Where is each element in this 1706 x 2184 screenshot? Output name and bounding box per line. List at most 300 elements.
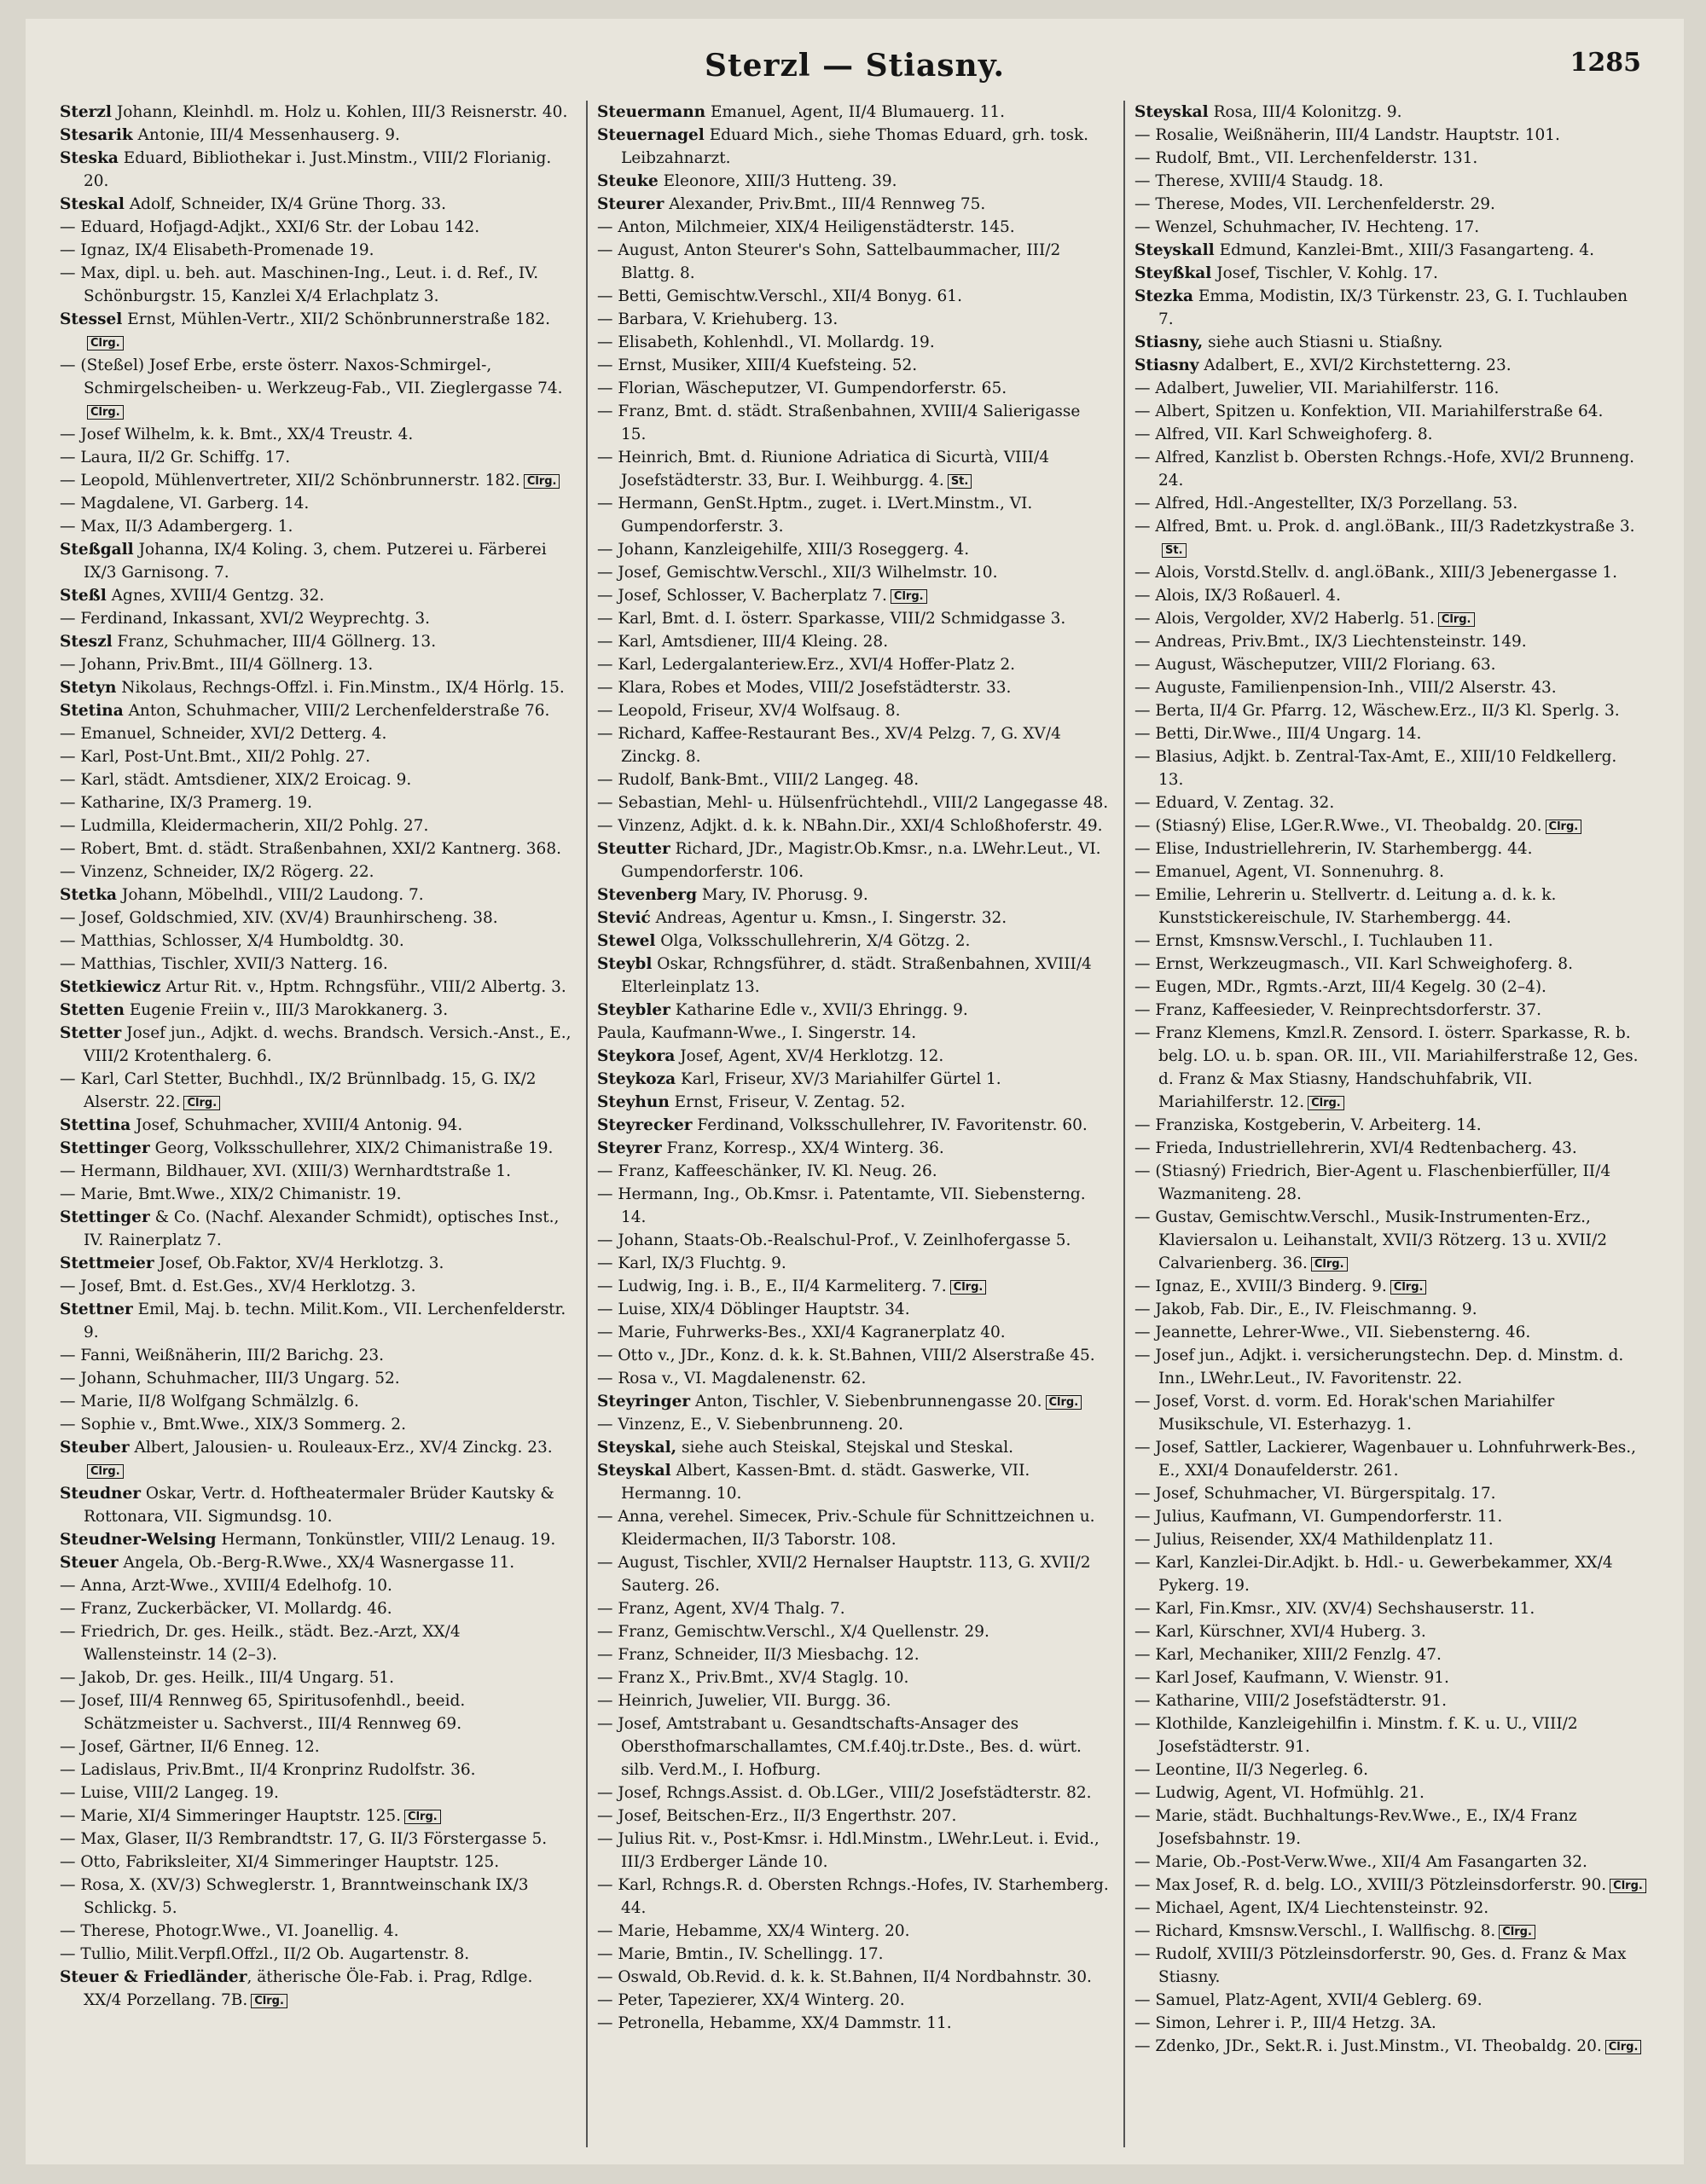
entry-details: — Blasius, Adjkt. b. Zentral-Tax-Amt, E., XIII/10 Feldkellerg. 13. [1134, 748, 1617, 789]
directory-entry [60, 101, 572, 124]
directory-entry [60, 883, 572, 907]
directory-entry [597, 584, 1109, 607]
directory-entry [60, 999, 572, 1022]
entry-details: — Frieda, Industriellehrerin, XVI/4 Redtenbacherg. 43. [1134, 1139, 1577, 1157]
entry-details: — Katharine, VIII/2 Josefstädterstr. 91. [1134, 1692, 1447, 1710]
directory-entry [1134, 1505, 1646, 1528]
directory-entry [60, 538, 572, 584]
directory-entry [597, 1920, 1109, 1943]
entry-surname: Stezka [1134, 287, 1193, 305]
entry-details: — Marie, II/8 Wolfgang Schmälzlg. 6. [60, 1393, 359, 1411]
entry-details: — Marie, XI/4 Simmeringer Hauptstr. 125. [60, 1807, 402, 1825]
entry-details: — Andreas, Priv.Bmt., IX/3 Liechtensteinstr. 149. [1134, 633, 1527, 651]
directory-entry [60, 1022, 572, 1068]
entry-details: — Johann, Kanzleigehilfe, XIII/3 Roseggerg. 4. [597, 541, 970, 559]
entry-details: Emanuel, Agent, II/4 Blumauerg. 11. [705, 103, 1006, 121]
directory-entry [1134, 216, 1646, 239]
entry-details: — Therese, Photogr.Wwe., VI. Joanellig. 4. [60, 1922, 399, 1940]
entry-details: — Ernst, Werkzeugmasch., VII. Karl Schweighoferg. 8. [1134, 955, 1573, 973]
entry-surname: Stetter [60, 1024, 122, 1042]
entry-surname: Steßl [60, 587, 107, 605]
entry-details: — Matthias, Schlosser, X/4 Humboldtg. 30. [60, 932, 404, 950]
directory-entry [60, 1828, 572, 1851]
directory-entry [60, 1160, 572, 1183]
entry-details: Agnes, XVIII/4 Gentzg. 32. [106, 587, 325, 605]
entry-details: — Marie, städt. Buchhaltungs-Rev.Wwe., E., IX/4 Franz Josefsbahnstr. 19. [1134, 1807, 1577, 1848]
directory-entry [597, 699, 1109, 722]
entry-surname: Steykora [597, 1047, 676, 1065]
directory-entry [60, 1920, 572, 1943]
entry-details: Albert, Jalousien- u. Rouleaux-Erz., XV/4 Zinckg. 23. [129, 1439, 553, 1457]
entry-details: — Franz Klemens, Kmzl.R. Zensord. I. österr. Sparkasse, R. b. belg. LO. u. b. span. OR. III., VII. Mariahilferstraße 12, Ges. d. Franz & Max Stiasny, Handschuhfabrik, VII. Mariahilferstr. 12. [1134, 1024, 1639, 1111]
entry-details: — Franz, Schneider, II/3 Miesbachg. 12. [597, 1646, 920, 1664]
directory-entry [597, 1666, 1109, 1689]
entry-surname: Stettner [60, 1301, 133, 1318]
entry-surname: Stetina [60, 702, 124, 720]
entry-details: Josef, Tischler, V. Kohlg. 17. [1211, 264, 1438, 282]
account-mark-badge: Clrg. [1046, 1395, 1082, 1410]
directory-entry [60, 1206, 572, 1252]
entry-details: — Ignaz, E., XVIII/3 Binderg. 9. [1134, 1277, 1387, 1295]
entry-details: , ätherische Öle-Fab. i. Prag, Rdlge. XX/4 Porzellang. 7B. [84, 1968, 533, 2009]
entry-details: Adolf, Schneider, IX/4 Grüne Thorg. 33. [124, 195, 447, 213]
account-mark-badge: Clrg. [950, 1280, 987, 1295]
directory-entry [60, 907, 572, 930]
entry-details: Olga, Volksschullehrerin, X/4 Götzg. 2. [655, 932, 971, 950]
directory-entry [60, 1367, 572, 1390]
directory-entry [1134, 1022, 1646, 1114]
directory-entry [1134, 607, 1646, 630]
directory-entry [1134, 1620, 1646, 1643]
entry-surname: Steurer [597, 195, 664, 213]
entry-details: Ernst, Friseur, V. Zentag. 52. [669, 1093, 906, 1111]
column-1 [60, 101, 572, 2156]
directory-entry [1134, 561, 1646, 584]
entry-details: — Elisabeth, Kohlenhdl., VI. Mollardg. 19. [597, 333, 935, 351]
entry-details: — Josef, Schlosser, V. Bacherplatz 7. [597, 587, 887, 605]
entry-details: Franz, Schuhmacher, III/4 Göllnerg. 13. [112, 633, 437, 651]
account-mark-badge: Clrg. [87, 336, 124, 350]
directory-entry [1134, 1137, 1646, 1160]
directory-entry [60, 1689, 572, 1735]
directory-entry [597, 1367, 1109, 1390]
entry-details: — Karl, Kürschner, XVI/4 Huberg. 3. [1134, 1623, 1426, 1641]
directory-entry [597, 1275, 1109, 1298]
directory-entry [60, 1551, 572, 1574]
directory-entry [597, 1252, 1109, 1275]
directory-entry [1134, 2035, 1646, 2058]
entry-details: — (Stiasný) Friedrich, Bier-Agent u. Flaschenbierfüller, II/4 Wazmaniteng. 28. [1134, 1162, 1611, 1203]
entry-details: — Alois, Vorstd.Stellv. d. angl.öBank., XIII/3 Jebenergasse 1. [1134, 564, 1618, 582]
column-2 [597, 101, 1109, 2156]
entry-surname: Steyrecker [597, 1116, 693, 1134]
entry-details: — Karl, Amtsdiener, III/4 Kleing. 28. [597, 633, 889, 651]
directory-entry [60, 1966, 572, 2012]
account-mark-badge: Clrg. [87, 1464, 124, 1479]
directory-entry [597, 953, 1109, 999]
entry-details: — Florian, Wäscheputzer, VI. Gumpendorferstr. 65. [597, 379, 1007, 397]
directory-entry [60, 676, 572, 699]
entry-details: Edmund, Kanzlei-Bmt., XIII/3 Fasangarteng. 4. [1214, 241, 1594, 259]
column-divider [1123, 101, 1125, 2147]
entry-details: — Josef, Sattler, Lackierer, Wagenbauer u. Lohnfuhrwerk-Bes., E., XXI/4 Donaufelderstr. 261. [1134, 1439, 1637, 1480]
entry-details: — Gustav, Gemischtw.Verschl., Musik-Instrumenten-Erz., Klaviersalon u. Leihanstalt, XVII/3 Rötzerg. 13 u. XVII/2 Calvarienberg. 36. [1134, 1208, 1607, 1272]
entry-details: — Ernst, Musiker, XIII/4 Kuefsteing. 52. [597, 356, 918, 374]
directory-entry [60, 354, 572, 423]
directory-entry [597, 1390, 1109, 1413]
entry-details: — Vinzenz, Adjkt. d. k. k. NBahn.Dir., XXI/4 Schloßhoferstr. 49. [597, 817, 1103, 835]
directory-entry [1134, 1206, 1646, 1275]
entry-details: — Barbara, V. Kriehuberg. 13. [597, 310, 838, 328]
account-mark-badge: St. [948, 474, 972, 489]
directory-entry [1134, 400, 1646, 423]
entry-details: Anton, Schuhmacher, VIII/2 Lerchenfelderstraße 76. [123, 702, 550, 720]
entry-details: — Josef, Amtstrabant u. Gesandtschafts-Ansager des Obersthofmarschallamtes, CM.f.40j.tr.Dste., Bes. d. würt. silb. Verd.M., I. Hofburg. [597, 1715, 1082, 1779]
entry-details: — (Stiasný) Elise, LGer.R.Wwe., VI. Theobaldg. 20. [1134, 817, 1542, 835]
directory-entry [1134, 883, 1646, 930]
entry-details: — Richard, Kaffee-Restaurant Bes., XV/4 Pelzg. 7, G. XV/4 Zinckg. 8. [597, 725, 1061, 766]
entry-surname: Steyringer [597, 1393, 691, 1411]
directory-entry [597, 1321, 1109, 1344]
directory-entry [1134, 1160, 1646, 1206]
directory-entry [1134, 515, 1646, 561]
entry-details: — Karl, Carl Stetter, Buchhdl., IX/2 Brünnlbadg. 15, G. IX/2 Alserstr. 22. [60, 1070, 537, 1111]
directory-entry [60, 262, 572, 308]
entry-details: Albert, Kassen-Bmt. d. städt. Gaswerke, VII. Hermanng. 10. [621, 1462, 1030, 1503]
entry-surname: Steska [60, 149, 119, 167]
entry-details: siehe auch Stiasni u. Stiaßny. [1203, 333, 1443, 351]
directory-entry [597, 791, 1109, 814]
directory-entry [597, 239, 1109, 285]
entry-details: — Franz, Bmt. d. städt. Straßenbahnen, XVIII/4 Salierigasse 15. [597, 403, 1081, 443]
entry-surname: Steyhun [597, 1093, 670, 1111]
entry-details: — Alois, IX/3 Roßauerl. 4. [1134, 587, 1341, 605]
entry-details: — Franz X., Priv.Bmt., XV/4 Staglg. 10. [597, 1669, 909, 1687]
directory-entry [1134, 999, 1646, 1022]
directory-entry [597, 607, 1109, 630]
entry-details: Karl, Friseur, XV/3 Mariahilfer Gürtel 1. [676, 1070, 1001, 1088]
entry-details: Richard, JDr., Magistr.Ob.Kmsr., n.a. LWehr.Leut., VI. Gumpendorferstr. 106. [621, 840, 1101, 881]
directory-entry [60, 930, 572, 953]
entry-details: — Betti, Dir.Wwe., III/4 Ungarg. 14. [1134, 725, 1422, 743]
account-mark-badge: Clrg. [183, 1096, 220, 1110]
directory-entry [597, 354, 1109, 377]
directory-entry [597, 1689, 1109, 1712]
directory-entry [60, 607, 572, 630]
directory-entry [1134, 1897, 1646, 1920]
entry-details: Eleonore, XIII/3 Hutteng. 39. [658, 172, 897, 190]
account-mark-badge: Clrg. [891, 589, 927, 604]
entry-details: — Jakob, Fab. Dir., E., IV. Fleischmanng. 9. [1134, 1301, 1477, 1318]
entry-details: Ernst, Mühlen-Vertr., XII/2 Schönbrunnerstraße 182. [122, 310, 551, 328]
entry-details: — Karl, Mechaniker, XIII/2 Fenzlg. 47. [1134, 1646, 1442, 1664]
entry-surname: Steuer [60, 1554, 119, 1572]
directory-entry [597, 216, 1109, 239]
directory-entry [597, 1966, 1109, 1989]
entry-surname: Steskal [60, 195, 125, 213]
directory-entry [597, 1344, 1109, 1367]
directory-entry [597, 1229, 1109, 1252]
directory-entry [60, 308, 572, 354]
entry-details: — Max Josef, R. d. belg. LO., XVIII/3 Pötzleinsdorferstr. 90. [1134, 1876, 1607, 1894]
directory-entry [597, 1045, 1109, 1068]
entry-details: — Rosa v., VI. Magdalenenstr. 62. [597, 1370, 867, 1387]
entry-details: Josef, Ob.Faktor, XV/4 Herklotzg. 3. [154, 1254, 444, 1272]
entry-details: — Klothilde, Kanzleigehilfin i. Minstm. f. K. u. U., VIII/2 Josefstädterstr. 91. [1134, 1715, 1578, 1756]
entry-details: — Magdalene, VI. Garberg. 14. [60, 495, 310, 513]
entry-surname: Steuermann [597, 103, 706, 121]
entry-details: — Karl, städt. Amtsdiener, XIX/2 Eroicag. 9. [60, 771, 412, 789]
entry-details: — Eduard, V. Zentag. 32. [1134, 794, 1335, 812]
directory-entry [597, 1413, 1109, 1436]
entry-details: — Auguste, Familienpension-Inh., VIII/2 Alserstr. 43. [1134, 679, 1557, 697]
entry-details: — Ladislaus, Priv.Bmt., II/4 Kronprinz Rudolfstr. 36. [60, 1761, 476, 1779]
directory-entry [60, 124, 572, 147]
directory-entry [60, 1805, 572, 1828]
entry-details: — Karl, Ledergalanteriew.Erz., XVI/4 Hoffer-Platz 2. [597, 656, 1015, 674]
entry-details: — Karl, Rchngs.R. d. Obersten Rchngs.-Hofes, IV. Starhemberg. 44. [597, 1876, 1109, 1917]
entry-details: — Josef, Bmt. d. Est.Ges., XV/4 Herklotzg. 3. [60, 1277, 416, 1295]
entry-details: — Karl, Bmt. d. I. österr. Sparkasse, VIII/2 Schmidgasse 3. [597, 610, 1066, 628]
directory-entry [1134, 1689, 1646, 1712]
directory-entry [597, 1183, 1109, 1229]
entry-details: — Wenzel, Schuhmacher, IV. Hechteng. 17. [1134, 218, 1480, 236]
entry-details: — August, Wäscheputzer, VIII/2 Floriang. 63. [1134, 656, 1496, 674]
entry-surname: Steyskall [1134, 241, 1215, 259]
directory-entry [60, 469, 572, 492]
directory-entry [597, 722, 1109, 768]
entry-details: — Matthias, Tischler, XVII/3 Natterg. 16. [60, 955, 388, 973]
entry-details: Ferdinand, Volksschullehrer, IV. Favoritenstr. 60. [692, 1116, 1088, 1134]
entry-details: — Vinzenz, Schneider, IX/2 Rögerg. 22. [60, 863, 374, 881]
entry-details: — Josef, Rchngs.Assist. d. Ob.LGer., VIII/2 Josefstädterstr. 82. [597, 1784, 1092, 1802]
entry-details: Johanna, IX/4 Koling. 3, chem. Putzerei u. Färberei IX/3 Garnisong. 7. [84, 541, 547, 582]
entry-details: — Otto, Fabriksleiter, XI/4 Simmeringer Hauptstr. 125. [60, 1853, 500, 1871]
entry-details: — Max, dipl. u. beh. aut. Maschinen-Ing., Leut. i. d. Ref., IV. Schönburgstr. 15, Kanzlei X/4 Erlachplatz 3. [60, 264, 539, 305]
entry-details: — Marie, Bmt.Wwe., XIX/2 Chimanistr. 19. [60, 1185, 402, 1203]
directory-entry [1134, 377, 1646, 400]
directory-entry [1134, 1943, 1646, 1989]
directory-entry [60, 446, 572, 469]
directory-entry [1134, 1436, 1646, 1482]
directory-entry [597, 1436, 1109, 1459]
directory-entry [60, 1874, 572, 1920]
directory-entry [597, 331, 1109, 354]
entry-details: — Otto v., JDr., Konz. d. k. k. St.Bahnen, VIII/2 Alserstraße 45. [597, 1347, 1095, 1364]
entry-details: Johann, Kleinhdl. m. Holz u. Kohlen, III/3 Reisnerstr. 40. [111, 103, 568, 121]
directory-entry [597, 1160, 1109, 1183]
entry-details: — Josef, Beitschen-Erz., II/3 Engerthstr. 207. [597, 1807, 957, 1825]
directory-entry [60, 193, 572, 216]
directory-entry [1134, 170, 1646, 193]
entry-details: Eduard Mich., siehe Thomas Eduard, grh. tosk. Leibzahnarzt. [621, 126, 1089, 167]
entry-details: — Laura, II/2 Gr. Schiffg. 17. [60, 449, 291, 466]
directory-entry [597, 561, 1109, 584]
directory-entry [1134, 1851, 1646, 1874]
directory-entry [1134, 1321, 1646, 1344]
entry-details: — Alfred, Kanzlist b. Obersten Rchngs.-Hofe, XVI/2 Brunneng. 24. [1134, 449, 1635, 490]
directory-entry [60, 423, 572, 446]
entry-details: Paula, Kaufmann-Wwe., I. Singerstr. 14. [597, 1024, 917, 1042]
directory-entry [597, 1068, 1109, 1091]
entry-details: — Karl, Post-Unt.Bmt., XII/2 Pohlg. 27. [60, 748, 371, 766]
directory-entry [1134, 354, 1646, 377]
entry-details: — Michael, Agent, IX/4 Liechtensteinstr. 92. [1134, 1899, 1489, 1917]
directory-entry [1134, 1805, 1646, 1851]
entry-surname: Steuer & Friedländer [60, 1968, 247, 1986]
directory-entry [1134, 2012, 1646, 2035]
entry-details: — Alois, Vergolder, XV/2 Haberlg. 51. [1134, 610, 1435, 628]
entry-details: — Marie, Fuhrwerks-Bes., XXI/4 Kagranerplatz 40. [597, 1324, 1006, 1341]
entry-details: — Vinzenz, E., V. Siebenbrunneng. 20. [597, 1416, 903, 1434]
account-mark-badge: Clrg. [1499, 1925, 1535, 1939]
directory-entry [60, 1183, 572, 1206]
entry-details: — Alfred, Hdl.-Angestellter, IX/3 Porzellang. 53. [1134, 495, 1518, 513]
account-mark-badge: Clrg. [1605, 2040, 1642, 2054]
directory-entry [597, 2012, 1109, 2035]
directory-entry [60, 1436, 572, 1482]
entry-details: — Simon, Lehrer i. P., III/4 Hetzg. 3A. [1134, 2014, 1436, 2032]
directory-entry [597, 492, 1109, 538]
entry-details: Alexander, Priv.Bmt., III/4 Rennweg 75. [664, 195, 986, 213]
directory-entry [60, 1851, 572, 1874]
entry-details: Franz, Korresp., XX/4 Winterg. 36. [661, 1139, 944, 1157]
directory-entry [60, 1413, 572, 1436]
entry-details: — Josef, Goldschmied, XIV. (XV/4) Braunhirscheng. 38. [60, 909, 498, 927]
entry-surname: Stetten [60, 1001, 125, 1019]
entry-details: Eugenie Freiin v., III/3 Marokkanerg. 3. [125, 1001, 449, 1019]
entry-surname: Sterzl [60, 103, 112, 121]
entry-details: Josef, Schuhmacher, XVIII/4 Antonig. 94. [131, 1116, 463, 1134]
entry-details: — Franz, Kaffeeschänker, IV. Kl. Neug. 26. [597, 1162, 937, 1180]
entry-details: — Max, II/3 Adambergerg. 1. [60, 518, 293, 536]
entry-details: — Eduard, Hofjagd-Adjkt., XXI/6 Str. der Lobau 142. [60, 218, 480, 236]
entry-details: — Therese, XVIII/4 Staudg. 18. [1134, 172, 1384, 190]
directory-entry [60, 1390, 572, 1413]
directory-entry [597, 1712, 1109, 1781]
entry-details: — Leontine, II/3 Negerleg. 6. [1134, 1761, 1369, 1779]
entry-details: — Ignaz, IX/4 Elisabeth-Promenade 19. [60, 241, 374, 259]
directory-entry [597, 999, 1109, 1022]
entry-details: Johann, Möbelhdl., VIII/2 Laudong. 7. [117, 886, 424, 904]
directory-entry [597, 1989, 1109, 2012]
entry-details: — Rosa, X. (XV/3) Schweglerstr. 1, Branntweinschank IX/3 Schlickg. 5. [60, 1876, 529, 1917]
directory-entry [1134, 1482, 1646, 1505]
entry-details: Angela, Ob.-Berg-R.Wwe., XX/4 Wasnergasse 11. [118, 1554, 515, 1572]
entry-details: Katharine Edle v., XVII/3 Ehringg. 9. [670, 1001, 968, 1019]
entry-details: — Adalbert, Juwelier, VII. Mariahilferstr. 116. [1134, 379, 1500, 397]
directory-entry [597, 1022, 1109, 1045]
entry-surname: Steyskal [1134, 103, 1209, 121]
entry-details: — Josef, Vorst. d. vorm. Ed. Horak'schen Mariahilfer Musikschule, VI. Esterhazyg. 1. [1134, 1393, 1555, 1434]
account-mark-badge: St. [1162, 543, 1187, 558]
entry-details: — Karl, Kanzlei-Dir.Adjkt. b. Hdl.- u. Gewerbekammer, XX/4 Pykerg. 19. [1134, 1554, 1613, 1595]
directory-entry [1134, 1114, 1646, 1137]
directory-entry [1134, 1298, 1646, 1321]
entry-details: — Ferdinand, Inkassant, XVI/2 Weyprechtg. 3. [60, 610, 431, 628]
directory-entry [597, 446, 1109, 492]
directory-entry [60, 1666, 572, 1689]
entry-details: — Berta, II/4 Gr. Pfarrg. 12, Wäschew.Erz., II/3 Kl. Sperlg. 3. [1134, 702, 1620, 720]
directory-entry [1134, 676, 1646, 699]
entry-details: siehe auch Steiskal, Stejskal und Steskal. [676, 1439, 1014, 1457]
directory-entry [60, 239, 572, 262]
entry-details: — Marie, Hebamme, XX/4 Winterg. 20. [597, 1922, 910, 1940]
entry-details: — Josef jun., Adjkt. i. versicherungstechn. Dep. d. Minstm. d. Inn., LWehr.Leut., IV. Favoritenstr. 22. [1134, 1347, 1624, 1387]
directory-entry [60, 1482, 572, 1528]
directory-entry [597, 124, 1109, 170]
directory-entry [60, 1597, 572, 1620]
directory-entry [60, 1620, 572, 1666]
entry-details: — Jakob, Dr. ges. Heilk., III/4 Ungarg. 51. [60, 1669, 395, 1687]
directory-entry [60, 1298, 572, 1344]
directory-entry [1134, 745, 1646, 791]
directory-entry [1134, 630, 1646, 653]
account-mark-badge: Clrg. [1438, 612, 1475, 627]
entry-details: — Leopold, Friseur, XV/4 Wolfsaug. 8. [597, 702, 901, 720]
entry-details: Eduard, Bibliothekar i. Just.Minstm., VIII/2 Florianig. 20. [84, 149, 552, 190]
entry-details: — Franziska, Kostgeberin, V. Arbeiterg. 14. [1134, 1116, 1482, 1134]
account-mark-badge: Clrg. [404, 1810, 441, 1824]
entry-details: — Julius, Reisender, XX/4 Mathildenplatz 11. [1134, 1531, 1494, 1549]
entry-details: Georg, Volksschullehrer, XIX/2 Chimanistraße 19. [149, 1139, 554, 1157]
entry-details: — Rudolf, XVIII/3 Pötzleinsdorferstr. 90, Ges. d. Franz & Max Stiasny. [1134, 1945, 1627, 1986]
directory-entry [60, 953, 572, 976]
entry-details: — Elise, Industriellehrerin, IV. Starhembergg. 44. [1134, 840, 1533, 858]
directory-entry [597, 170, 1109, 193]
directory-entry [1134, 1666, 1646, 1689]
entry-surname: Steyskal, [597, 1439, 677, 1457]
directory-entry [597, 768, 1109, 791]
entry-details: Antonie, III/4 Messenhauserg. 9. [132, 126, 400, 144]
entry-details: — Albert, Spitzen u. Konfektion, VII. Mariahilferstraße 64. [1134, 403, 1604, 420]
directory-entry [597, 1781, 1109, 1805]
entry-details: — Heinrich, Bmt. d. Riunione Adriatica di Sicurtà, VIII/4 Josefstädterstr. 33, Bur. I. Weihburgg. 4. [597, 449, 1049, 490]
entry-surname: Stettinger [60, 1139, 150, 1157]
entry-details: — Franz, Zuckerbäcker, VI. Mollardg. 46. [60, 1600, 392, 1618]
directory-entry [1134, 653, 1646, 676]
directory-entry [60, 1252, 572, 1275]
directory-entry [60, 653, 572, 676]
account-mark-badge: Clrg. [87, 405, 124, 420]
directory-entry [1134, 1597, 1646, 1620]
directory-entry [1134, 1275, 1646, 1298]
entry-details: — Friedrich, Dr. ges. Heilk., städt. Bez.-Arzt, XX/4 Wallensteinstr. 14 (2–3). [60, 1623, 461, 1664]
entry-details: — Josef, Gemischtw.Verschl., XII/3 Wilhelmstr. 10. [597, 564, 998, 582]
entry-details: — Karl, IX/3 Fluchtg. 9. [597, 1254, 786, 1272]
entry-surname: Steyskal [597, 1462, 671, 1480]
directory-entry [60, 630, 572, 653]
entry-details: — Anton, Milchmeier, XIX/4 Heiligenstädterstr. 145. [597, 218, 1015, 236]
directory-entry [1134, 1528, 1646, 1551]
entry-surname: Stetka [60, 886, 118, 904]
directory-entry [60, 1758, 572, 1781]
entry-surname: Steyrer [597, 1139, 662, 1157]
entry-surname: Stiasny, [1134, 333, 1204, 351]
entry-details: — Josef Wilhelm, k. k. Bmt., XX/4 Treustr. 4. [60, 426, 414, 443]
entry-surname: Steybler [597, 1001, 670, 1019]
directory-entry [1134, 124, 1646, 147]
entry-details: Emil, Maj. b. techn. Milit.Kom., VII. Lerchenfelderstr. 9. [84, 1301, 566, 1341]
entry-details: Oskar, Vertr. d. Hoftheatermaler Brüder Kautsky & Rottonara, VII. Sigmundsg. 10. [84, 1485, 554, 1526]
directory-entry [1134, 791, 1646, 814]
entry-surname: Steßgall [60, 541, 134, 559]
entry-details: — Franz, Kaffeesieder, V. Reinprechtsdorferstr. 37. [1134, 1001, 1541, 1019]
directory-entry [597, 1805, 1109, 1828]
directory-entry [1134, 1643, 1646, 1666]
entry-details: Josef, Agent, XV/4 Herklotzg. 12. [675, 1047, 944, 1065]
entry-details: — Luise, XIX/4 Döblinger Hauptstr. 34. [597, 1301, 910, 1318]
